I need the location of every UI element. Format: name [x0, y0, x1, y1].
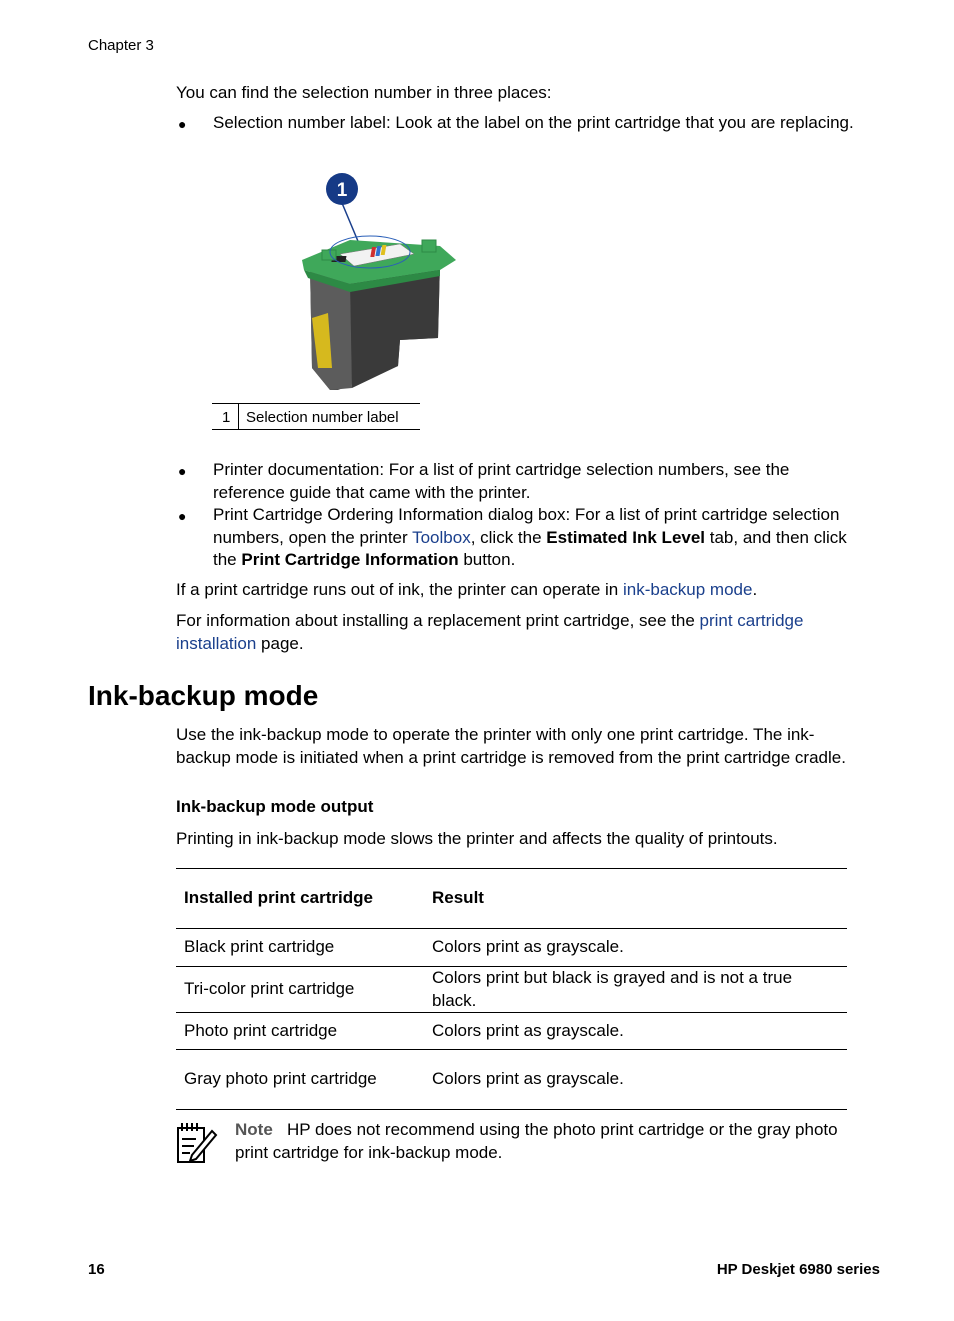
para-line: [176, 610, 803, 633]
bullet-line: Print Cartridge Ordering Information dialog box: For a list of print cartridge selection: [213, 505, 840, 524]
column-header-result: Result: [424, 869, 847, 929]
table-cell: Colors print as grayscale.: [424, 1013, 847, 1050]
subsection-body: Printing in ink-backup mode slows the printer and affects the quality of printouts.: [176, 829, 778, 848]
bullet-printer-documentation: [213, 459, 789, 504]
caption-number: 1: [222, 409, 231, 426]
note-label: Note: [235, 1120, 273, 1139]
bullet-selection-label: Selection number label: Look at the label on the print cartridge that you are replacing.: [213, 113, 854, 132]
bullet-marker: ●: [178, 463, 187, 479]
chapter-header: Chapter 3: [88, 37, 154, 54]
caption-text: Selection number label: [246, 409, 399, 426]
text-run: numbers, open the printer: [213, 527, 413, 547]
para-line: [176, 633, 803, 656]
toolbox-link[interactable]: Toolbox: [412, 527, 471, 547]
table-header-row: [176, 869, 847, 929]
section-title: Ink-backup mode: [88, 680, 319, 711]
table-cell: Colors print as grayscale.: [424, 929, 847, 967]
print-cartridge-image: [290, 168, 465, 396]
text-run: If a print cartridge runs out of ink, the printer can operate in: [176, 580, 623, 599]
bullet-line: Printer documentation: For a list of print cartridge selection numbers, see the: [213, 460, 790, 479]
table-cell: Black print cartridge: [176, 929, 424, 967]
table-row: [176, 929, 847, 967]
bullet-ordering-information: [213, 504, 847, 572]
table-cell: Colors print as grayscale.: [424, 1050, 847, 1110]
body-line: backup mode is initiated when a print cartridge is removed from the print cartridge cradle.: [176, 747, 846, 767]
note-line: [235, 1119, 838, 1142]
callout-number: 1: [336, 180, 348, 201]
table-cell: Colors print but black is grayed and is not a true black.: [424, 967, 847, 1013]
text-run: page.: [256, 633, 304, 653]
table-cell: Tri-color print cartridge: [176, 967, 424, 1013]
ink-backup-mode-link[interactable]: ink-backup mode: [622, 580, 753, 599]
bullet-marker: ●: [178, 508, 187, 524]
table-row: [176, 1013, 847, 1050]
figure-caption-table: [212, 403, 420, 430]
section-body: [176, 724, 846, 769]
subsection-title: Ink-backup mode output: [176, 797, 374, 816]
bullet-line: [213, 527, 847, 550]
product-name: HP Deskjet 6980 series: [716, 1261, 880, 1278]
estimated-ink-level-term: Estimated Ink Level: [546, 527, 706, 547]
intro-text: You can find the selection number in three places:: [176, 83, 552, 102]
bullet-marker: ●: [178, 116, 187, 132]
text-run: the: [213, 550, 242, 569]
note-line: print cartridge for ink-backup mode.: [235, 1142, 503, 1162]
table-cell: Photo print cartridge: [176, 1013, 424, 1050]
table-cell: Gray photo print cartridge: [176, 1050, 424, 1110]
print-cartridge-installation-link-cont[interactable]: installation: [176, 633, 257, 653]
table-row: [176, 1050, 847, 1110]
bullet-line: reference guide that came with the printer.: [213, 482, 531, 502]
para-installation: [176, 610, 803, 655]
print-cartridge-installation-link[interactable]: print cartridge: [699, 611, 804, 630]
text-run: HP does not recommend using the photo print cartridge or the gray photo: [286, 1120, 838, 1139]
ink-backup-output-table: [176, 868, 847, 1110]
caption-divider: [238, 404, 239, 429]
text-run: .: [752, 580, 758, 599]
text-run: tab, and then click: [705, 527, 847, 547]
table-row: [176, 967, 847, 1013]
note-icon: [176, 1121, 218, 1165]
para-runs-out: [176, 579, 757, 602]
column-header-installed: Installed print cartridge: [176, 869, 424, 929]
text-run: , click the: [470, 527, 547, 547]
page-number: 16: [88, 1261, 105, 1278]
text-run: button.: [458, 550, 516, 569]
bullet-line: [213, 549, 847, 572]
note-text: [235, 1119, 838, 1164]
print-cartridge-information-term: Print Cartridge Information: [241, 550, 459, 569]
text-run: For information about installing a replacement print cartridge, see the: [176, 611, 700, 630]
body-line: Use the ink-backup mode to operate the printer with only one print cartridge. The ink-: [176, 725, 815, 744]
